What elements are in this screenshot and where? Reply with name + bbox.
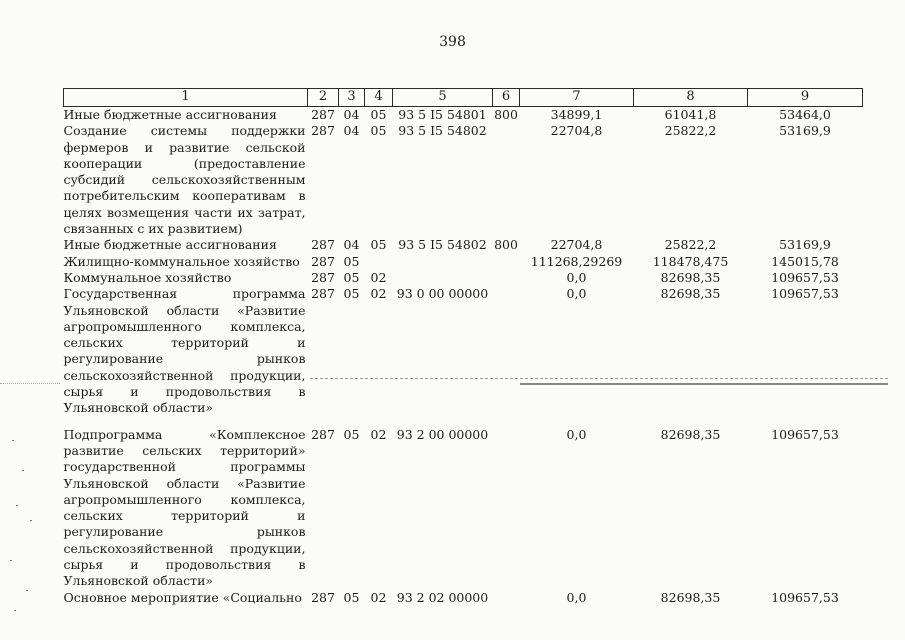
cell-expense-type: 800: [494, 237, 518, 253]
scan-speck: [22, 470, 24, 471]
cell-section: 04: [343, 123, 360, 139]
cell-subsection: 05: [370, 123, 387, 139]
table-row: [64, 107, 863, 124]
table-row: [64, 270, 863, 286]
row-name: Коммунальное хозяйство: [63, 269, 232, 285]
cell-target: 93 5 I5 54802: [398, 237, 487, 253]
cell-value-8: 61041,8: [664, 107, 717, 122]
cell-value-8: 25822,2: [664, 237, 717, 253]
cell-section: 05: [343, 286, 360, 302]
column-header: 6: [493, 89, 520, 107]
cell-target: 93 0 00 00000: [396, 286, 489, 302]
cell-expense-type: [493, 270, 520, 286]
cell-value-8: 82698,35: [660, 286, 721, 302]
cell-code: 287: [311, 589, 335, 605]
scan-speck: [14, 610, 16, 611]
cell-expense-type: [493, 417, 520, 590]
cell-target: 93 5 I5 54801: [398, 107, 487, 122]
cell-value-7: 111268,29269: [530, 253, 623, 269]
scan-speck: [26, 590, 28, 591]
cell-expense-type: [493, 590, 520, 606]
cell-value-8: 118478,475: [652, 253, 729, 269]
column-header: 2: [308, 89, 339, 107]
scan-speck: [12, 440, 14, 441]
cell-expense-type: [493, 123, 520, 237]
table-row: [64, 254, 863, 270]
cell-code: 287: [311, 269, 335, 285]
cell-code: 287: [311, 426, 335, 442]
scan-line-artifact: [0, 383, 60, 384]
cell-value-8: 82698,35: [660, 589, 721, 605]
cell-code: 287: [311, 286, 335, 302]
cell-subsection: 05: [370, 107, 387, 122]
table-row: [64, 417, 863, 590]
row-name: Государственная программа Ульяновской области «Развитие агропромышленного комплекса, сельских территорий и регулирование рынков сельскохозяйственной продукции, сырья и продовольствия в Ульяновской области»: [63, 286, 306, 416]
cell-value-9: 109657,53: [771, 426, 839, 442]
cell-value-7: 22704,8: [550, 237, 603, 253]
cell-value-7: 0,0: [566, 426, 587, 442]
cell-target: 93 2 00 00000: [396, 426, 489, 442]
scan-line-artifact: [520, 383, 888, 385]
table-row: [64, 590, 863, 606]
column-header: 9: [748, 89, 863, 107]
row-name: Жилищно-коммунальное хозяйство: [63, 253, 300, 269]
cell-value-8: 25822,2: [664, 123, 717, 139]
cell-value-7: 0,0: [566, 286, 587, 302]
cell-section: 04: [343, 237, 360, 253]
cell-subsection: 02: [370, 286, 387, 302]
scan-speck: [30, 520, 32, 521]
row-name: Подпрограмма «Комплексное развитие сельских территорий» государственной программы Ульяновской области «Развитие агропромышленного комплекса, сельских территорий и регулирование рынков сельскохозяйственной продукции, сырья и продовольствия в Ульяновской области»: [63, 426, 306, 589]
cell-value-8: 82698,35: [660, 426, 721, 442]
cell-subsection: 02: [370, 269, 387, 285]
cell-value-7: 0,0: [566, 269, 587, 285]
page-number: 398: [439, 34, 466, 50]
cell-value-7: 34899,1: [550, 107, 603, 122]
cell-value-9: 53169,9: [779, 237, 831, 253]
cell-code: 287: [311, 107, 335, 122]
budget-table: [63, 88, 863, 606]
cell-expense-type: [493, 286, 520, 416]
row-name: Создание системы поддержки фермеров и развитие сельской кооперации (предоставление субсидий сельскохозяйственным потребительским кооперативам в целях возмещения части их затрат, связанных с их развитием): [63, 123, 306, 237]
column-header: 5: [393, 89, 493, 107]
scan-speck: [10, 560, 12, 561]
cell-value-8: 82698,35: [660, 269, 721, 285]
cell-target: 93 2 02 00000: [396, 589, 489, 605]
cell-target: [393, 254, 493, 270]
column-header: 7: [520, 89, 634, 107]
budget-table-frame: [63, 88, 863, 606]
cell-value-9: 109657,53: [771, 286, 839, 302]
cell-value-7: 0,0: [566, 589, 587, 605]
cell-value-9: 109657,53: [771, 589, 839, 605]
cell-subsection: [365, 254, 393, 270]
table-row: [64, 237, 863, 253]
cell-section: 05: [343, 426, 360, 442]
column-header: 1: [64, 89, 308, 107]
cell-value-9: 53464,0: [779, 107, 831, 122]
row-name: Основное мероприятие «Социально: [63, 589, 302, 605]
cell-value-9: 53169,9: [779, 123, 831, 139]
column-header: 8: [634, 89, 748, 107]
table-row: [64, 123, 863, 237]
table-header-row: [64, 89, 863, 107]
cell-value-9: 145015,78: [771, 253, 839, 269]
cell-target: 93 5 I5 54802: [398, 123, 487, 139]
cell-subsection: 02: [370, 589, 387, 605]
cell-section: 05: [343, 589, 360, 605]
column-header: 3: [339, 89, 365, 107]
cell-section: 04: [343, 107, 360, 122]
table-row: [64, 286, 863, 416]
cell-section: 05: [343, 253, 360, 269]
cell-code: 287: [311, 123, 335, 139]
cell-section: 05: [343, 269, 360, 285]
cell-expense-type: [493, 254, 520, 270]
cell-code: 287: [311, 237, 335, 253]
cell-value-7: 22704,8: [550, 123, 603, 139]
cell-code: 287: [311, 253, 335, 269]
scan-speck: [16, 505, 18, 506]
cell-target: [393, 270, 493, 286]
row-name: Иные бюджетные ассигнования: [63, 237, 277, 253]
cell-subsection: 05: [370, 237, 387, 253]
column-header: 4: [365, 89, 393, 107]
scan-line-artifact: [310, 378, 888, 379]
cell-subsection: 02: [370, 426, 387, 442]
row-name: Иные бюджетные ассигнования: [63, 107, 277, 122]
cell-expense-type: 800: [494, 107, 518, 122]
cell-value-9: 109657,53: [771, 269, 839, 285]
